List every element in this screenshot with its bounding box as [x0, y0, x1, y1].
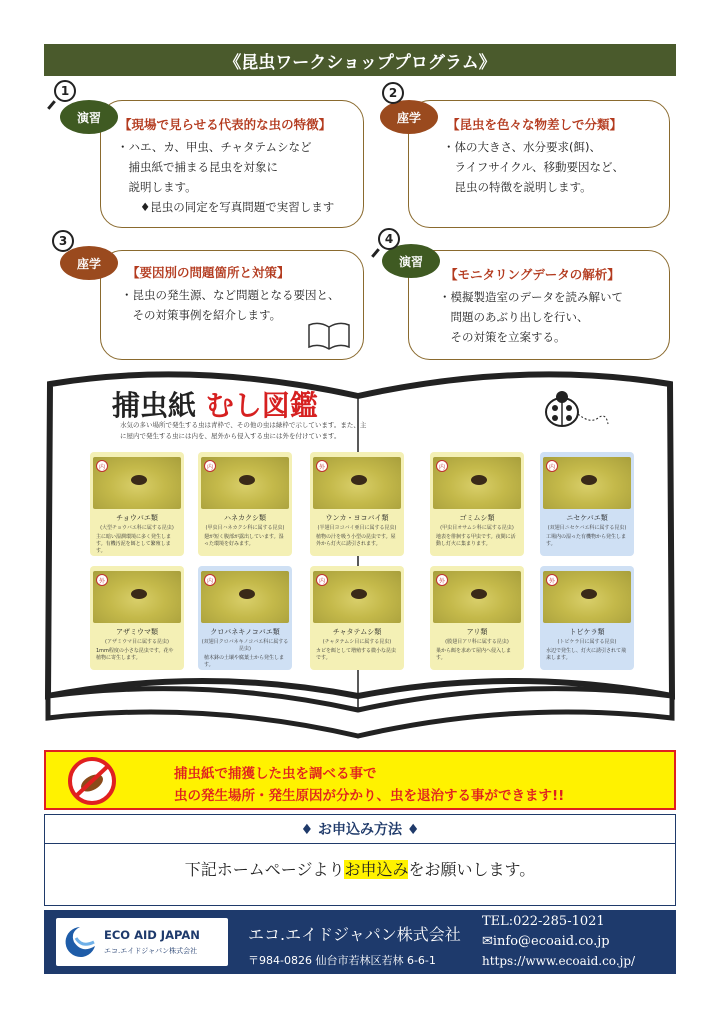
habitat-tag: 内 [546, 460, 558, 472]
application-text-after: をお願いします。 [408, 860, 536, 879]
insect-name: ウンカ・ヨコバイ類 [325, 514, 389, 522]
insect-card [540, 452, 634, 556]
insect-classification: (半翅目ヨコバイ亜目に属する昆虫) [317, 525, 397, 531]
insect-silhouette [471, 589, 487, 599]
insect-name: チョウバエ類 [116, 514, 158, 522]
tel: TEL:022-285-1021 [482, 914, 605, 929]
card-body: ・体の大きさ、水分要求(餌)、 ライフサイクル、移動要因など、 昆虫の特徴を説明します。 [443, 140, 625, 194]
no-cockroach-icon [66, 756, 118, 806]
habitat-tag: 外 [96, 574, 108, 586]
habitat-tag: 外 [316, 460, 328, 472]
insect-classification: (甲虫目ハネカクシ科に属する昆虫) [205, 525, 285, 531]
insect-silhouette [351, 589, 367, 599]
insect-card [90, 452, 184, 556]
insect-classification: (双翅目ニセケバエ科に属する昆虫) [547, 525, 627, 531]
alert-banner [44, 750, 676, 810]
insect-photo [433, 571, 521, 623]
email-link[interactable]: ✉info@ecoaid.co.jp [482, 934, 610, 949]
insect-description: 1mm程度の小さな昆虫です。花や植物に寄生します。 [96, 648, 174, 661]
card-body: ・昆虫の発生源、など問題となる要因と、 その対策事例を紹介します。 [121, 288, 340, 322]
footer [44, 910, 676, 974]
habitat-tag: 内 [96, 460, 108, 472]
alert-line-2: 虫の発生場所・発生原因が分かり、虫を退治する事ができます!! [174, 788, 565, 804]
insect-photo [93, 571, 181, 623]
insect-classification: (アザミウマ目に属する昆虫) [105, 639, 169, 645]
ladybug-icon [540, 384, 612, 440]
habitat-tag: 内 [204, 460, 216, 472]
insect-description: 主に暗い湿潤環境に多く発生します。有機汚泥を餌として繁殖します。 [96, 534, 172, 554]
card-body: ・模擬製造室のデータを読み解いて 問題のあぶり出しを行い、 その対策を立案する。 [439, 290, 623, 344]
insect-card [198, 566, 292, 670]
program-card-1 [100, 100, 364, 228]
application-section [44, 814, 676, 906]
program-card-2 [408, 100, 670, 228]
insect-description: 巣から餌を求めて屋内へ侵入します。 [436, 648, 512, 661]
book-title [112, 384, 318, 424]
insect-name: チャタテムシ類 [332, 628, 382, 636]
application-highlight: お申込み [344, 860, 409, 879]
page-title: 《昆虫ワークショッププログラム》 [44, 44, 676, 76]
insect-name: ニセケバエ類 [566, 514, 608, 522]
application-heading: ♦ お申込み方法 ♦ [45, 815, 675, 844]
card-heading: 【要因別の問題箇所と対策】 [127, 265, 290, 280]
insect-photo [313, 571, 401, 623]
insect-name: ゴミムシ類 [459, 514, 495, 522]
insect-silhouette [351, 475, 367, 485]
program-card-3 [100, 250, 364, 360]
insect-name: クロバネキノコバエ類 [210, 628, 280, 636]
insect-card [198, 452, 292, 556]
open-book-icon [307, 321, 351, 351]
insect-silhouette [471, 475, 487, 485]
habitat-tag: 内 [316, 574, 328, 586]
alert-line-1: 捕虫紙で捕獲した虫を調べる事で [174, 766, 377, 782]
magnifier-handle [47, 100, 56, 110]
insect-card [430, 566, 524, 670]
insect-description: 水辺で発生し、灯火に誘引されて飛来します。 [546, 648, 627, 661]
insect-description: 植木鉢の土壌や腐葉土から発生します。 [204, 655, 285, 668]
habitat-tag: 外 [436, 574, 448, 586]
insect-silhouette [239, 589, 255, 599]
company-logo [56, 918, 228, 966]
insect-photo [433, 457, 521, 509]
book-title-accent: むし図鑑 [205, 389, 318, 422]
card-badge: 演習 [60, 100, 118, 134]
habitat-tag: 内 [436, 460, 448, 472]
step-number-3: 3 [52, 230, 74, 252]
insect-description: 植物の汁を吸う小型の昆虫です。屋外から灯火に誘引されます。 [316, 534, 396, 547]
insect-silhouette [581, 475, 597, 485]
logo-text-jp: エコ.エイドジャパン株式会社 [104, 947, 198, 955]
website-link[interactable]: https://www.ecoaid.co.jp/ [482, 954, 636, 968]
card-body: ・ハエ、カ、甲虫、チャタテムシなど 捕虫紙で捕まる昆虫を対象に 説明します。 ♦昆虫の同定を写真問題で実習します [117, 140, 335, 214]
insect-name: アザミウマ類 [116, 628, 158, 636]
application-text [45, 857, 675, 880]
insect-name: ハネカクシ類 [224, 514, 266, 522]
insect-photo [543, 457, 631, 509]
insect-classification: (大型チョウバエ科に属する昆虫) [100, 525, 174, 531]
insect-card [430, 452, 524, 556]
insect-description: カビを餌として増殖する微小な昆虫です。 [316, 648, 397, 661]
insect-classification: (甲虫目オサムシ科に属する昆虫) [440, 525, 514, 531]
book-description: 水気の多い場所で発生する虫は青枠で、その他の虫は緑枠で示しています。また、主に屋内で発生する虫には内を、屋外から侵入する虫には外を付けています。 [120, 421, 367, 440]
card-heading: 【現場で見らせる代表的な虫の特徴】 [119, 117, 332, 132]
step-number-1: 1 [54, 80, 76, 102]
insect-description: 翅が短く腹部が露出しています。湿った環境を好みます。 [204, 534, 284, 547]
company-address: 〒984-0826 仙台市若林区若林 6-6-1 [248, 954, 436, 967]
book-title-main: 捕虫紙 [112, 389, 197, 422]
step-number-2: 2 [382, 82, 404, 104]
insect-description: 地表を徘徊する甲虫です。夜間に活動し灯火に集まります。 [436, 534, 516, 547]
card-heading: 【モニタリングデータの解析】 [445, 267, 620, 282]
insect-photo [93, 457, 181, 509]
insect-name: トビケラ類 [569, 628, 605, 636]
company-name: エコ.エイドジャパン株式会社 [248, 925, 461, 944]
logo-text-en: ECO AID JAPAN [104, 928, 200, 942]
insect-classification: (膜翅目アリ科に属する昆虫) [445, 639, 509, 645]
step-number-4: 4 [378, 228, 400, 250]
card-badge: 座学 [380, 100, 438, 134]
insect-card [310, 566, 404, 670]
insect-classification: (チャタテムシ目に属する昆虫) [322, 639, 392, 645]
insect-photo [543, 571, 631, 623]
insect-name: アリ類 [466, 628, 488, 636]
insect-silhouette [131, 589, 147, 599]
insect-classification: (双翅目クロバネキノコバエ科に属する昆虫) [201, 639, 289, 652]
insect-photo [201, 457, 289, 509]
insect-photo [201, 571, 289, 623]
insect-card [310, 452, 404, 556]
insect-photo [313, 457, 401, 509]
insect-silhouette [239, 475, 255, 485]
habitat-tag: 外 [546, 574, 558, 586]
insect-card [540, 566, 634, 670]
program-card-4 [408, 250, 670, 360]
card-badge: 座学 [60, 246, 118, 280]
magnifier-handle [371, 248, 380, 258]
insect-card [90, 566, 184, 670]
card-heading: 【昆虫を色々な物差しで分類】 [447, 117, 623, 132]
habitat-tag: 内 [204, 574, 216, 586]
application-text-before: 下記ホームページより [184, 860, 345, 879]
insect-silhouette [581, 589, 597, 599]
insect-silhouette [131, 475, 147, 485]
insect-description: 工場内の湿った有機物から発生します。 [546, 534, 627, 547]
insect-classification: (トビケラ目に属する昆虫) [557, 639, 617, 645]
wave-logo-icon [62, 924, 98, 960]
card-badge: 演習 [382, 244, 440, 278]
